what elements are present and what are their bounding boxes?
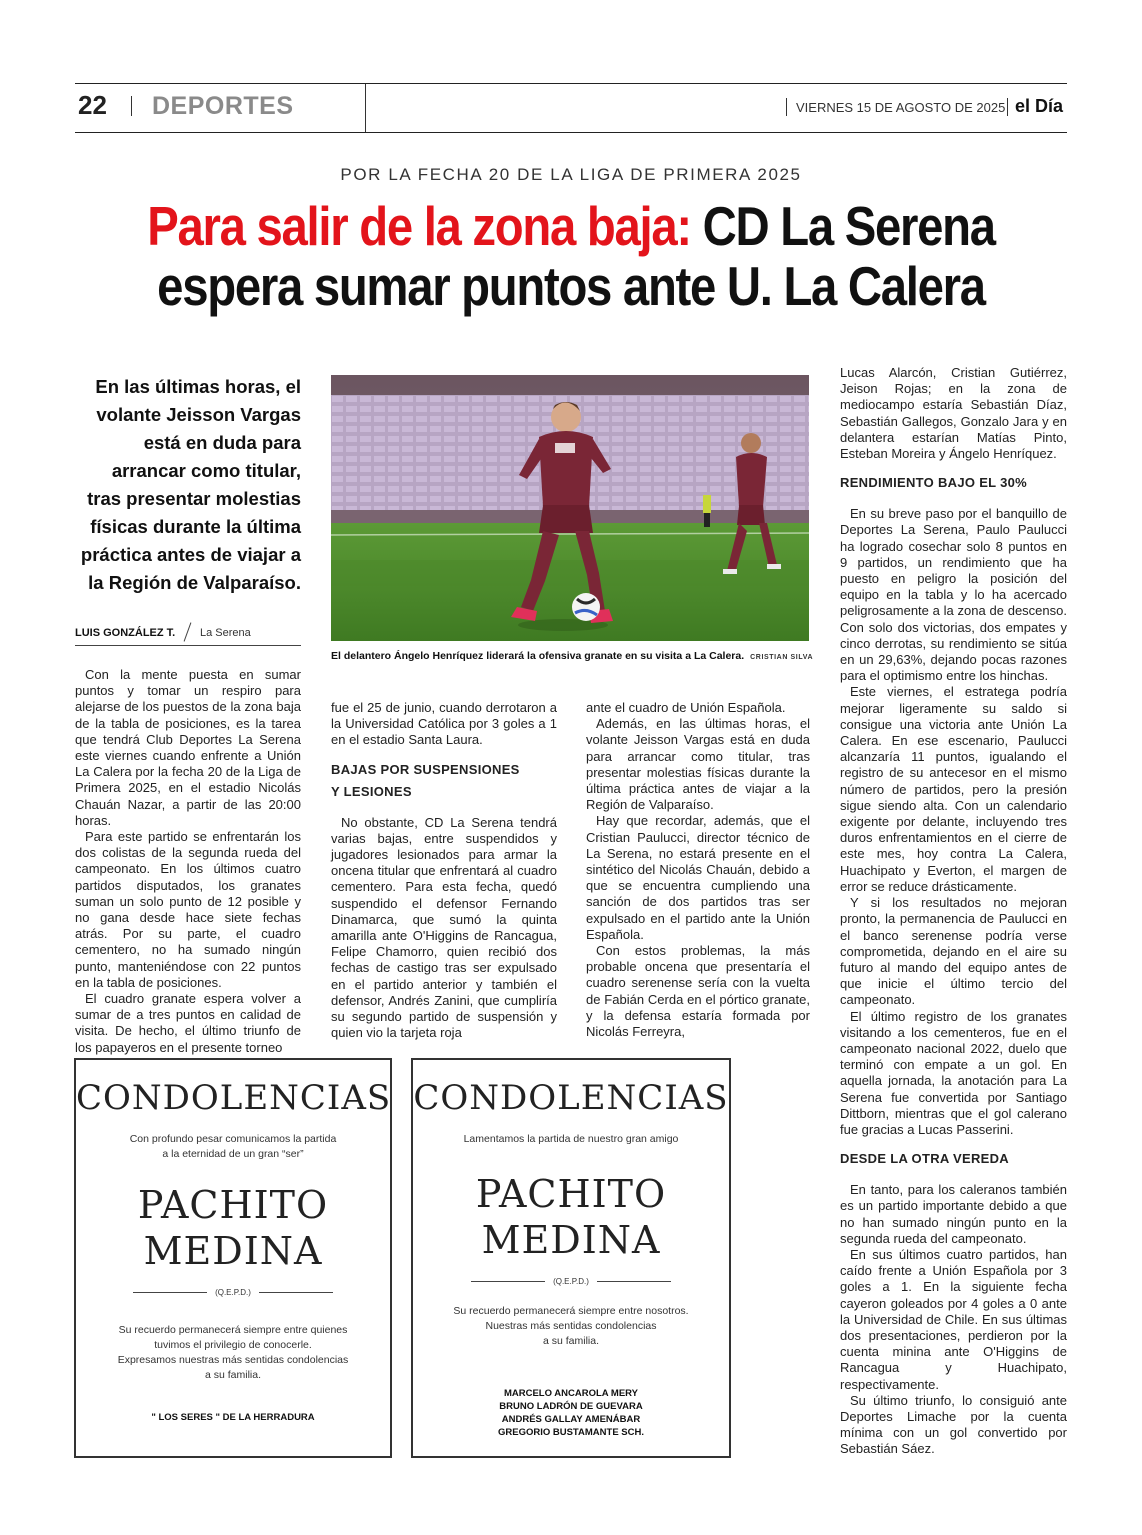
divider-line xyxy=(259,1292,333,1293)
football-match-photo xyxy=(331,375,809,641)
ad-message: a su familia. xyxy=(542,1335,600,1347)
header-bottom-rule xyxy=(75,132,1067,133)
paragraph: Hay que recordar, además, que el Cristian Paulucci, director técnico de La Serena, no estará presente en el sintético del Nicolás Chauán, debido a que se encuentra cumpliendo una sanción de dos partidos tras ser expulsado en el partido ante la Unión Española. xyxy=(586,813,810,942)
divider-line xyxy=(133,1292,207,1293)
header-divider xyxy=(131,96,132,116)
article-deck: En las últimas horas, el volante Jeisson Vargas está en duda para arrancar como titular, tras presentar molestias físicas durante la última práctica antes de viajar a la Región de Valparaíso. xyxy=(80,376,301,593)
subheading xyxy=(331,759,557,803)
paragraph: Con estos problemas, la más probable oncena que presentaría el cuadro serenense sería con la vuelta de Fabián Cerda en el pórtico granate, y la defensa estaría formada por Nicolás Ferreyra, xyxy=(586,943,810,1040)
qepd-divider xyxy=(413,1277,729,1286)
paragraph: fue el 25 de junio, cuando derrotaron a la Universidad Católica por 3 goles a 1 en el estadio Santa Laura. xyxy=(331,700,557,748)
paragraph: Su último triunfo, lo consiguió ante Deportes Limache por la cuenta mínima con un gol convertido por Sebastián Sáez. xyxy=(840,1392,1067,1457)
subheading-line: BAJAS POR SUSPENSIONES xyxy=(331,761,520,777)
signer-name: GREGORIO BUSTAMANTE SCH. xyxy=(497,1427,645,1438)
paragraph: No obstante, CD La Serena tendrá varias bajas, entre suspendidos y jugadores lesionados para armar la oncena titular que enfrentará al cuadro cementero. Para esta fecha, quedó suspendido el defensor Fernando Dinamarca, que sumó la quinta amarilla ante O'Higgins de Rancagua, Felipe Chamorro, quien recibió dos fechas de castigo tras ser expulsado en el partido anterior y también el defensor, Andrés Zanini, que cumpliría su segundo partido de suspensión y quien vio la tarjeta roja xyxy=(331,814,557,1041)
article-column-1 xyxy=(75,667,301,1056)
ad-message: Nuestras más sentidas condolencias xyxy=(485,1320,657,1332)
author-name: LUIS GONZÁLEZ T. xyxy=(75,627,176,639)
paragraph: Lucas Alarcón, Cristian Gutiérrez, Jeison Rojas; en la zona de mediocampo estaría Sebastián Díaz, Sebastián Gallegos, Gonzalo Jara y en delantera estarían Matías Pinto, Esteban Moreira y Ángelo Henríquez. xyxy=(840,365,1067,462)
ad-message: Expresamos nuestras más sentidas condolencias xyxy=(117,1354,349,1366)
header-divider xyxy=(365,84,366,132)
header-divider xyxy=(1007,98,1008,116)
deceased-name: MEDINA xyxy=(143,1229,323,1273)
paragraph: Además, en las últimas horas, el volante Jeisson Vargas está en duda para arrancar como titular, tras presentar molestias físicas durante la última práctica antes de viajar a la Región de Valparaíso. xyxy=(586,716,810,813)
caption-text: El delantero Ángelo Henríquez liderará la ofensiva granate en su visita a La Calera. xyxy=(331,650,745,662)
divider-line xyxy=(471,1281,545,1282)
header-divider xyxy=(786,98,787,116)
paragraph: Este viernes, el estratega podría mejorar ligeramente su saldo si consigue una victoria ante Unión La Calera. En ese escenario, Paulucci alcanzaría 11 puntos, igualando el registro de su antecesor en el mismo número de partidos, pero la presión sigue siendo alta. Con un calendario exigente por delante, incluyendo tres duros enfrentamientos en el cierre de este mes, hoy contra La Calera, Huachipato y Everton, el margen de error se reduce drásticamente. xyxy=(840,684,1067,894)
player-figure xyxy=(703,495,711,527)
subheading: RENDIMIENTO BAJO EL 30% xyxy=(840,475,1028,491)
paragraph: Para este partido se enfrentarán los dos colistas de la segunda rueda del campeonato. En los últimos cuatro partidos disputados, los granates suman un solo punto de 12 posible y no gana desde hace siete fechas atrás. Por su parte, el cuadro cementero, no ha sumado ningún punto, manteniéndose con 22 puntos en la tabla de posiciones. xyxy=(75,829,301,990)
article-photo xyxy=(331,375,809,641)
deceased-name: PACHITO xyxy=(137,1183,329,1227)
ad-message: a su familia. xyxy=(204,1369,262,1381)
divider-line xyxy=(597,1281,671,1282)
paragraph: El cuadro granate espera volver a sumar de a tres puntos en calidad de visita. De hecho, el último triunfo de los papayeros en el presente torneo xyxy=(75,991,301,1055)
ad-message: Su recuerdo permanecerá siempre entre quienes xyxy=(118,1324,348,1336)
article-kicker: POR LA FECHA 20 DE LA LIGA DE PRIMERA 2025 xyxy=(340,165,802,184)
header-top-rule xyxy=(75,83,1067,84)
ad-signers xyxy=(413,1387,729,1439)
ad-text: Lamentamos la partida de nuestro gran amigo xyxy=(463,1133,679,1145)
byline-slash xyxy=(184,622,192,641)
condolence-ad xyxy=(74,1058,392,1458)
photo-credit: CRISTIAN SILVA xyxy=(750,654,814,661)
deceased-name: MEDINA xyxy=(481,1218,661,1262)
paragraph: En su breve paso por el banquillo de Deportes La Serena, Paulo Paulucci ha logrado cosechar solo 8 puntos en 9 partidos, un rendimiento que ha puesto en peligro la posición del equipo en la tabla y lo ha acercado peligrosamente a la zona de descenso. Con solo dos victorias, dos empates y cinco derrotas, su rendimiento se sitúa en un 29,63%, dejando pocas razones para el optimismo entre los hinchas. xyxy=(840,506,1067,684)
condolence-ad xyxy=(411,1058,731,1458)
section-title: DEPORTES xyxy=(152,92,294,120)
qepd-label: (Q.E.P.D.) xyxy=(553,1277,589,1286)
ad-message: tuvimos el privilegio de conocerle. xyxy=(154,1339,312,1351)
signer-name: MARCELO ANCAROLA MERY xyxy=(503,1388,639,1399)
ad-signer: " LOS SERES " DE LA HERRADURA xyxy=(151,1412,315,1423)
headline-red-part: Para salir de la zona baja: xyxy=(147,195,691,257)
dateline-location: La Serena xyxy=(200,627,251,639)
paragraph: El último registro de los granates visitando a los cementeros, fue en el campeonato nacional 2022, duelo que terminó con empate a un gol. En aquella jornada, la anotación para La Serena fue convertida por Santiago Dittborn, mientras que el gol calerano fue gracias a Lucas Passerini. xyxy=(840,1008,1067,1137)
article-column-4 xyxy=(840,365,1067,1458)
byline-rule xyxy=(75,645,301,646)
paragraph: Y si los resultados no mejoran pronto, la permanencia de Paulucci en el banco serenense podría verse comprometida, dejando en el aire su futuro al mando del equipo antes de que inicie el último tercio del campeonato. xyxy=(840,895,1067,1008)
subheading-line: Y LESIONES xyxy=(331,783,412,799)
headline-black-part: CD La Serena espera sumar puntos ante U. La Calera xyxy=(157,195,995,317)
signer-name: BRUNO LADRÓN DE GUEVARA xyxy=(499,1401,643,1412)
article-column-3 xyxy=(586,700,810,1040)
paragraph: Con la mente puesta en sumar puntos y tomar un respiro para alejarse de los puestos de la zona baja de la tabla de posiciones, es la tarea que tendrá Club Deportes La Serena este viernes cuando enfrente a Unión La Calera por la fecha 20 de la Liga de Primera 2025, en el estadio Nicolás Chauán Nazar, a partir de las 20:00 horas. xyxy=(75,667,301,828)
page-number: 22 xyxy=(78,90,107,120)
paragraph: ante el cuadro de Unión Española. xyxy=(586,700,786,715)
ad-title: CONDOLENCIAS xyxy=(76,1078,392,1118)
paragraph: En sus últimos cuatro partidos, han caído frente a Unión Española por 3 goles a 1. En la siguiente fecha cayeron goleados por 4 goles a 0 ante la Universidad de Chile. En sus últimas dos presentaciones, perdieron por la cuenta minina ante O'Higgins de Rancagua y Huachipato, respectivamente. xyxy=(840,1246,1067,1392)
issue-date: VIERNES 15 DE AGOSTO DE 2025 xyxy=(796,100,1006,115)
ad-text: a la eternidad de un gran “ser” xyxy=(162,1148,304,1160)
ad-message: Su recuerdo permanecerá siempre entre nosotros. xyxy=(453,1305,689,1317)
qepd-label: (Q.E.P.D.) xyxy=(215,1288,251,1297)
article-column-2 xyxy=(331,700,557,1041)
newspaper-logo: el Día xyxy=(1015,96,1064,116)
qepd-divider xyxy=(76,1288,390,1297)
article-headline xyxy=(144,196,997,316)
deceased-name: PACHITO xyxy=(475,1172,667,1216)
photo-caption xyxy=(331,650,813,662)
subheading: DESDE LA OTRA VEREDA xyxy=(840,1151,1009,1167)
ball xyxy=(572,593,600,621)
ad-title: CONDOLENCIAS xyxy=(413,1078,729,1118)
paragraph: En tanto, para los caleranos también es un partido importante debido a que no han sumado ningún punto en la segunda rueda del campeonato. xyxy=(840,1182,1067,1246)
signer-name: ANDRÉS GALLAY AMENÁBAR xyxy=(501,1414,641,1425)
ad-text: Con profundo pesar comunicamos la partida xyxy=(129,1133,337,1145)
